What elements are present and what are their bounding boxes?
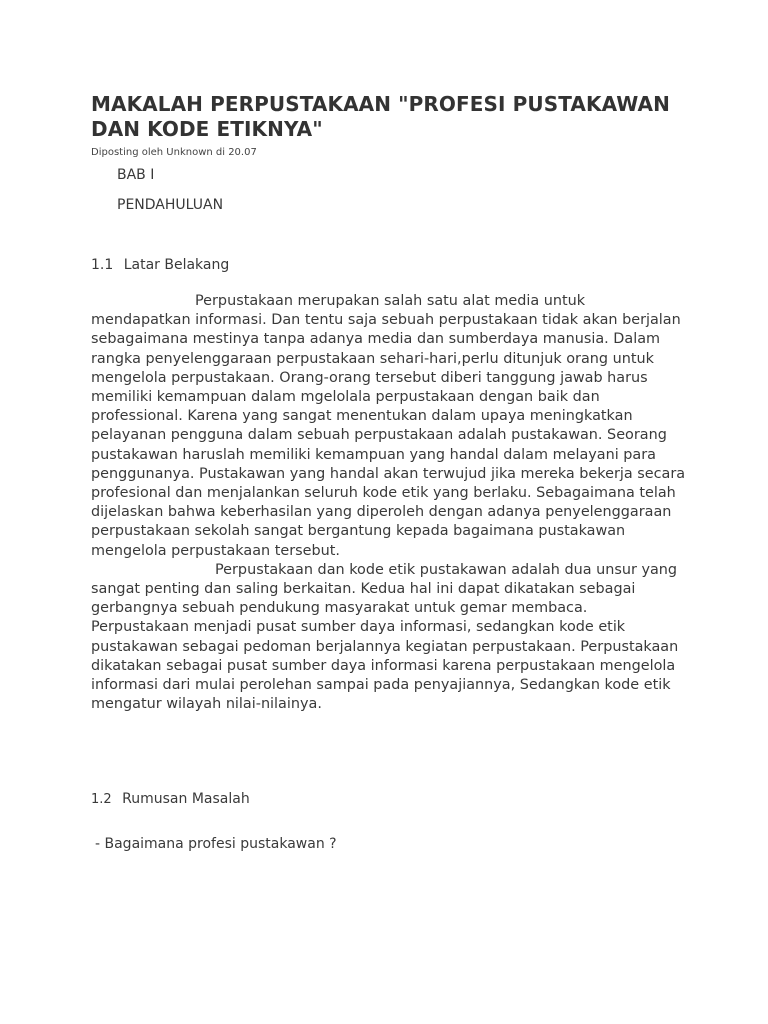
paragraph-text: Perpustakaan merupakan salah satu alat media untuk mendapatkan informasi. Dan tentu saja sebuah perpustakaan tidak akan berjalan sebagaimana mestinya tanpa adanya media dan sumberdaya manusia. Dalam rangka penyelenggaraan perpustakaan sehari-hari,perlu ditunjuk orang untuk mengelola perpustakaan. Orang-orang tersebut diberi tanggung jawab harus memiliki kemampuan dalam mgelolala perpustakaan dengan baik dan professional. Karena yang sangat menentukan dalam upaya meningkatkan pelayanan pengguna dalam sebuah perpustakaan adalah pustakawan. Seorang pustakawan haruslah memiliki kemampuan yang handal dalam melayani para penggunanya. Pustakawan yang handal akan terwujud jika mereka bekerja secara profesional dan menjalankan seluruh kode etik yang berlaku. Sebagaimana telah dijelaskan bahwa keberhasilan yang diperoleh dengan adanya penyelenggaraan perpustakaan sekolah sangat bergantung kepada bagaimana pustakawan mengelola perpustakaan tersebut.	[91, 293, 686, 559]
paragraph	[91, 561, 688, 715]
section-title: Latar Belakang	[123, 257, 230, 273]
post-title: MAKALAH PERPUSTAKAAN "PROFESI PUSTAKAWAN DAN KODE ETIKNYA"	[91, 92, 670, 141]
paragraph-text: Perpustakaan dan kode etik pustakawan adalah dua unsur yang sangat penting dan saling berkaitan. Kedua hal ini dapat dikatakan sebagai gerbangnya sebuah pendukung masyarakat untuk gemar membaca. Perpustakaan menjadi pusat sumber daya informasi, sedangkan kode etik pustakawan sebagai pedoman berjalannya kegiatan perpustakaan. Perpustakaan dikatakan sebagai pusat sumber daya informasi karena perpustakaan mengelola informasi dari mulai perolehan sampai pada penyajiannya, Sedangkan kode etik mengatur wilayah nilai-nilainya.	[91, 561, 679, 713]
list-item: - Bagaimana profesi pustakawan ?	[95, 836, 337, 853]
section-heading-latar-belakang	[91, 256, 688, 274]
section-heading-rumusan-masalah	[91, 790, 688, 809]
chapter-title: PENDAHULUAN	[117, 197, 224, 213]
section-title: Rumusan Masalah	[122, 791, 250, 808]
post-meta: Diposting oleh Unknown di 20.07	[91, 147, 257, 158]
section-number: 1.2	[91, 792, 112, 808]
section-number: 1.1	[91, 257, 114, 273]
chapter-label: BAB I	[117, 167, 155, 183]
paragraph	[91, 292, 688, 561]
